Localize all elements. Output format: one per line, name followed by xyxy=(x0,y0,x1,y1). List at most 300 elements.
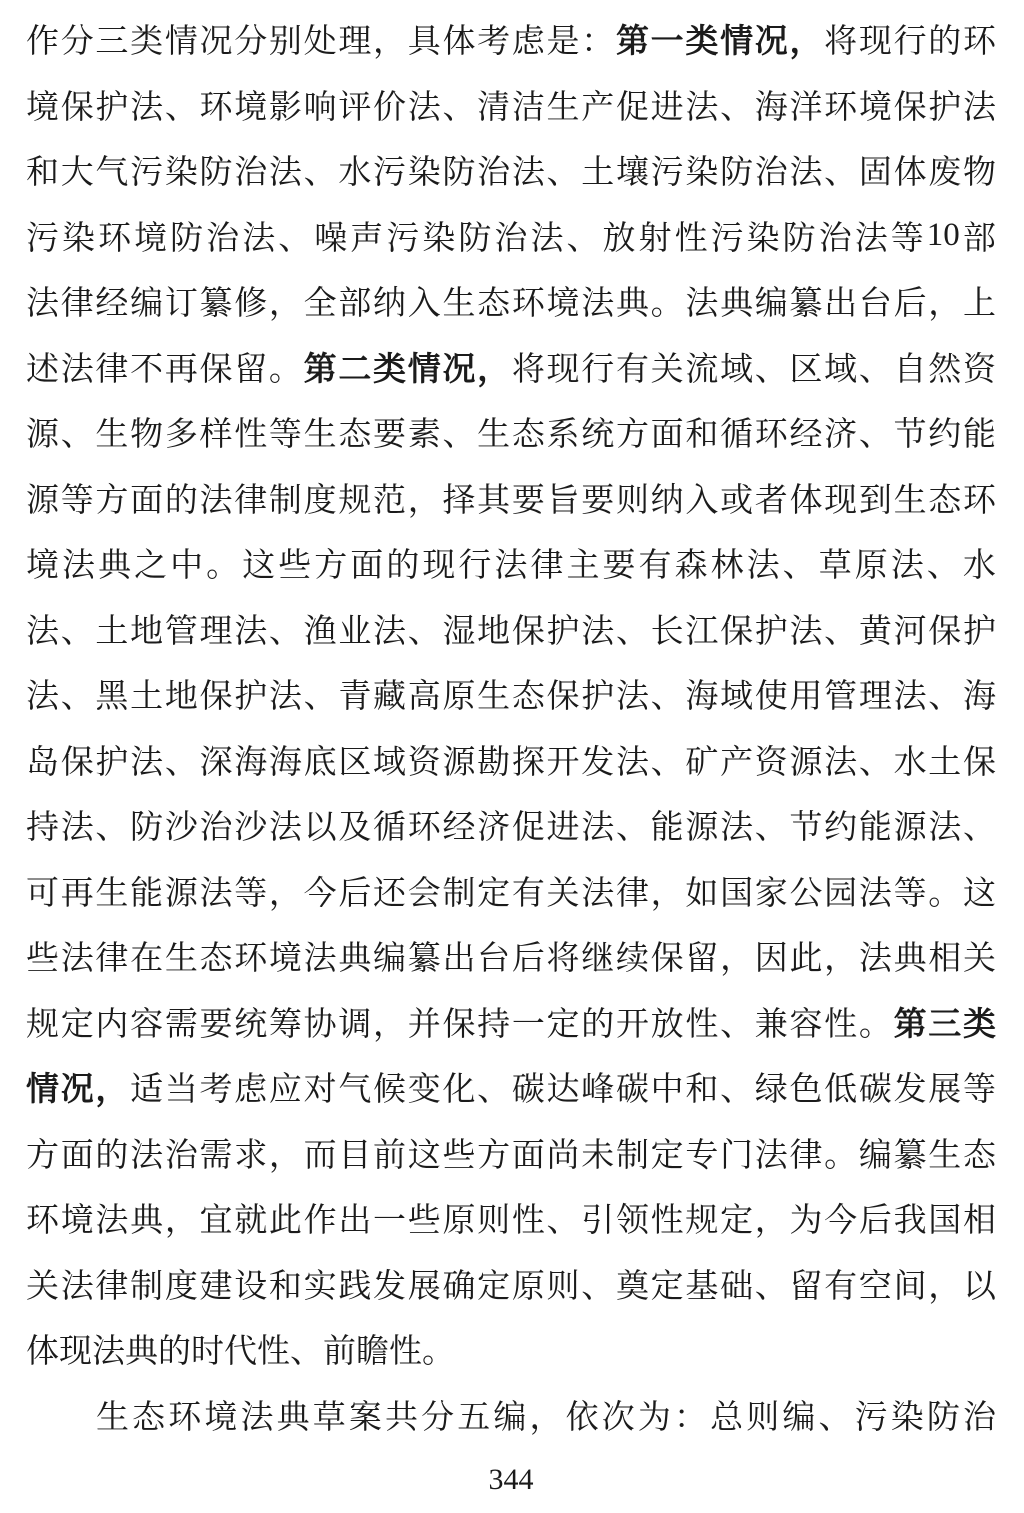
text-line xyxy=(26,137,996,203)
char: 法 xyxy=(854,220,888,257)
char: ， xyxy=(268,875,302,912)
char: 需 xyxy=(164,1006,198,1043)
char: 这 xyxy=(407,1137,441,1174)
char: 自 xyxy=(893,351,927,388)
char: 规 xyxy=(685,1203,719,1240)
char: 经 xyxy=(789,417,823,454)
char: 气 xyxy=(95,155,129,192)
char: 区 xyxy=(338,744,372,781)
char: 面 xyxy=(650,417,684,454)
char: 性 xyxy=(824,1006,858,1043)
char: 台 xyxy=(858,286,892,323)
char: 约 xyxy=(824,810,858,847)
char: 有 xyxy=(824,1268,858,1305)
char: 调 xyxy=(338,1006,372,1043)
char: 实 xyxy=(303,1268,337,1305)
char: 法 xyxy=(928,810,962,847)
char: 法 xyxy=(746,548,780,585)
char: 处 xyxy=(303,24,337,61)
char: 经 xyxy=(95,286,129,323)
char: 约 xyxy=(928,417,962,454)
char: 理 xyxy=(858,679,892,716)
text-line xyxy=(26,399,996,465)
char: 要 xyxy=(511,482,545,519)
char: 。 xyxy=(650,286,684,323)
char: 环 xyxy=(199,89,233,126)
char: 生 xyxy=(95,875,129,912)
char: 染 xyxy=(62,220,96,257)
char: 今 xyxy=(303,875,337,912)
char: ， xyxy=(373,1006,407,1043)
bold-char: 情 xyxy=(407,349,441,387)
char: 源 xyxy=(164,875,198,912)
char: 发 xyxy=(581,744,615,781)
char: 典 xyxy=(130,1203,164,1240)
char: 护 xyxy=(95,744,129,781)
char: 法 xyxy=(268,679,302,716)
char: 法 xyxy=(581,613,615,650)
char: 如 xyxy=(685,875,719,912)
char: 将 xyxy=(511,351,545,388)
char: 总 xyxy=(710,1399,744,1436)
char: 作 xyxy=(303,1203,337,1240)
char: 典 xyxy=(125,1334,158,1371)
char: 方 xyxy=(95,482,129,519)
char: 、 xyxy=(782,548,816,585)
char: 则 xyxy=(746,1399,780,1436)
char: 生 xyxy=(893,482,927,519)
char: 使 xyxy=(754,679,788,716)
char: 现 xyxy=(858,24,892,61)
char: 制 xyxy=(615,1137,649,1174)
char: 相 xyxy=(962,1203,996,1240)
char: 生 xyxy=(442,286,476,323)
char: 染 xyxy=(164,155,198,192)
char: 法 xyxy=(789,613,823,650)
char: 制 xyxy=(442,875,476,912)
char: 、 xyxy=(566,220,600,257)
char: 家 xyxy=(754,875,788,912)
char: 基 xyxy=(685,1268,719,1305)
char: 、 xyxy=(928,679,962,716)
char: 、 xyxy=(60,679,94,716)
bold-char: 三 xyxy=(928,1004,962,1042)
char: 后 xyxy=(511,941,545,978)
char: 、 xyxy=(926,548,960,585)
char: 、 xyxy=(650,744,684,781)
char: 公 xyxy=(789,875,823,912)
char: 代 xyxy=(224,1334,257,1371)
char: 保 xyxy=(199,351,233,388)
char: 其 xyxy=(477,482,511,519)
char: 勘 xyxy=(477,744,511,781)
char: 体 xyxy=(789,482,823,519)
char: 中 xyxy=(650,1072,684,1109)
char: 奠 xyxy=(615,1268,649,1305)
char: 响 xyxy=(303,89,337,126)
char: 有 xyxy=(511,875,545,912)
char: 择 xyxy=(442,482,476,519)
char: 法 xyxy=(240,1399,274,1436)
char: 体 xyxy=(442,24,476,61)
char: 等 xyxy=(268,417,302,454)
char: 固 xyxy=(858,155,892,192)
char: 出 xyxy=(442,941,476,978)
char: 域 xyxy=(720,679,754,716)
char: 建 xyxy=(199,1268,233,1305)
char: 、 xyxy=(407,613,441,650)
char: 低 xyxy=(824,1072,858,1109)
char: 主 xyxy=(566,548,600,585)
char: 纳 xyxy=(373,286,407,323)
char: 案 xyxy=(348,1399,382,1436)
char: 生 xyxy=(546,89,580,126)
bold-char: 情 xyxy=(26,1070,59,1108)
char: 染 xyxy=(685,155,719,192)
char: 底 xyxy=(303,744,337,781)
char: 地 xyxy=(130,613,164,650)
char: 大 xyxy=(60,155,94,192)
char: 防 xyxy=(170,220,204,257)
char: 内 xyxy=(95,1006,129,1043)
char: 律 xyxy=(530,548,564,585)
char: 前 xyxy=(373,1137,407,1174)
char: 保 xyxy=(928,613,962,650)
char: 保 xyxy=(962,744,996,781)
char: 可 xyxy=(26,875,59,912)
char: 防 xyxy=(458,220,492,257)
char: 保 xyxy=(720,613,754,650)
char: 保 xyxy=(511,613,545,650)
char: 能 xyxy=(962,417,996,454)
char: 就 xyxy=(234,1203,268,1240)
char: ， xyxy=(164,1203,198,1240)
char: 些 xyxy=(278,548,312,585)
char: 法 xyxy=(60,351,94,388)
char: 10 xyxy=(926,216,960,253)
text-line xyxy=(26,1054,996,1120)
char: 制 xyxy=(130,1268,164,1305)
char: 护 xyxy=(928,89,962,126)
char: 洋 xyxy=(789,89,823,126)
char: 、 xyxy=(962,810,996,847)
char: 些 xyxy=(442,1137,476,1174)
char: 门 xyxy=(720,1137,754,1174)
bold-char: ， xyxy=(789,22,823,60)
text-line xyxy=(26,1316,996,1382)
char: 要 xyxy=(373,417,407,454)
char: 法 xyxy=(242,220,276,257)
char: 方 xyxy=(615,417,649,454)
char: 订 xyxy=(164,286,198,323)
char: 。 xyxy=(928,875,962,912)
char: 土 xyxy=(95,613,129,650)
char: 出 xyxy=(338,1203,372,1240)
char: 分 xyxy=(60,24,94,61)
char: 原 xyxy=(442,679,476,716)
char: 性 xyxy=(685,1006,719,1043)
char: 经 xyxy=(442,810,476,847)
char: 防 xyxy=(782,220,816,257)
char: 法 xyxy=(130,89,164,126)
char: 容 xyxy=(789,1006,823,1043)
char: 国 xyxy=(928,1203,962,1240)
char: ： xyxy=(581,24,615,61)
char: 样 xyxy=(199,417,233,454)
bold-char: 情 xyxy=(720,22,754,60)
char: 关 xyxy=(546,875,580,912)
char: 态 xyxy=(477,286,511,323)
char: 三 xyxy=(95,24,129,61)
char: 治 xyxy=(963,1399,996,1436)
char: 法 xyxy=(199,875,233,912)
text-line xyxy=(26,530,996,596)
text-line xyxy=(26,1185,996,1251)
char: 典 xyxy=(276,1399,310,1436)
char: ， xyxy=(268,1137,302,1174)
char: 、 xyxy=(442,89,476,126)
char: 将 xyxy=(546,941,580,978)
char: 关 xyxy=(650,351,684,388)
char: 射 xyxy=(638,220,672,257)
char: 入 xyxy=(685,482,719,519)
char: 未 xyxy=(581,1137,615,1174)
char: 空 xyxy=(858,1268,892,1305)
char: 进 xyxy=(546,810,580,847)
char: 法 xyxy=(890,548,924,585)
char: 境 xyxy=(60,1203,94,1240)
char: 的 xyxy=(95,1137,129,1174)
char: 色 xyxy=(789,1072,823,1109)
char: 、 xyxy=(477,1072,511,1109)
bold-char: 第 xyxy=(893,1004,927,1042)
char: 然 xyxy=(928,351,962,388)
char: 还 xyxy=(373,875,407,912)
char: 以 xyxy=(962,1268,996,1305)
char: 生 xyxy=(96,1399,129,1436)
char: 再 xyxy=(164,351,198,388)
char: 一 xyxy=(511,1006,545,1043)
char: 性 xyxy=(389,1334,422,1371)
char: 污 xyxy=(26,220,59,257)
char: 绿 xyxy=(754,1072,788,1109)
char: 、 xyxy=(546,155,580,192)
char: 气 xyxy=(338,1072,372,1109)
char: 虑 xyxy=(234,1072,268,1109)
char: 全 xyxy=(303,286,337,323)
char: 律 xyxy=(95,351,129,388)
char: 留 xyxy=(685,941,719,978)
char: 法 xyxy=(581,875,615,912)
char: 面 xyxy=(60,1137,94,1174)
char: 治 xyxy=(818,220,852,257)
char: 域 xyxy=(373,744,407,781)
char: 环 xyxy=(168,1399,202,1436)
char: 法 xyxy=(60,810,94,847)
char: 方 xyxy=(477,1137,511,1174)
char: 法 xyxy=(60,941,94,978)
char: 况 xyxy=(199,24,233,61)
char: 噪 xyxy=(314,220,348,257)
char: 源 xyxy=(26,417,59,454)
char: 境 xyxy=(234,89,268,126)
char: 等 xyxy=(234,875,268,912)
char: 关 xyxy=(962,941,996,978)
text-line xyxy=(26,923,996,989)
char: 土 xyxy=(130,679,164,716)
char: 协 xyxy=(303,1006,337,1043)
char: 沙 xyxy=(164,810,198,847)
char: 治 xyxy=(206,220,240,257)
char: ， xyxy=(407,482,441,519)
char: 探 xyxy=(511,744,545,781)
text-line xyxy=(26,72,996,138)
char: 、 xyxy=(303,679,337,716)
char: 、 xyxy=(650,679,684,716)
char: 沙 xyxy=(234,810,268,847)
char: 而 xyxy=(303,1137,337,1174)
char: 会 xyxy=(407,875,441,912)
char: 高 xyxy=(407,679,441,716)
char: 定 xyxy=(650,1137,684,1174)
text-line xyxy=(26,661,996,727)
char: 展 xyxy=(928,1072,962,1109)
text-line xyxy=(26,6,996,72)
char: 和 xyxy=(685,1072,719,1109)
text-line xyxy=(26,858,996,924)
char: 循 xyxy=(373,810,407,847)
bold-char: 况 xyxy=(442,349,476,387)
char: 定 xyxy=(720,1203,754,1240)
char: 法 xyxy=(494,548,528,585)
char: 区 xyxy=(789,351,823,388)
char: 法 xyxy=(754,1137,788,1174)
char: 编 xyxy=(493,1399,527,1436)
char: 法 xyxy=(268,810,302,847)
char: 放 xyxy=(650,1006,684,1043)
char: 律 xyxy=(789,1137,823,1174)
char: 、 xyxy=(164,89,198,126)
char: 共 xyxy=(385,1399,418,1436)
char: 纂 xyxy=(407,941,441,978)
char: 面 xyxy=(350,548,384,585)
char: 染 xyxy=(407,155,441,192)
char: 理 xyxy=(338,24,372,61)
char: 污 xyxy=(130,155,164,192)
char: 地 xyxy=(477,613,511,650)
char: 法 xyxy=(60,1268,94,1305)
char: 用 xyxy=(789,679,823,716)
char: 染 xyxy=(422,220,456,257)
char: ， xyxy=(529,1399,563,1436)
char: 律 xyxy=(95,941,129,978)
char: 国 xyxy=(720,875,754,912)
char: 草 xyxy=(312,1399,346,1436)
text-line xyxy=(26,596,996,662)
char: 污 xyxy=(386,220,420,257)
char: 编 xyxy=(782,1399,816,1436)
char: 保 xyxy=(60,744,94,781)
char: 时 xyxy=(191,1334,224,1371)
char: 法 xyxy=(615,744,649,781)
char: 态 xyxy=(132,1399,166,1436)
char: 以 xyxy=(303,810,337,847)
char: 践 xyxy=(338,1268,372,1305)
char: 、 xyxy=(818,1399,852,1436)
char: ， xyxy=(268,286,302,323)
char: 湿 xyxy=(442,613,476,650)
char: 法 xyxy=(26,679,59,716)
char: 在 xyxy=(130,941,164,978)
char: 、 xyxy=(858,417,892,454)
char: 环 xyxy=(962,24,996,61)
char: 编 xyxy=(858,1137,892,1174)
char: 矿 xyxy=(685,744,719,781)
char: 济 xyxy=(824,417,858,454)
text-line xyxy=(26,203,996,269)
char: ， xyxy=(928,286,962,323)
char: 护 xyxy=(754,613,788,650)
char: 性 xyxy=(674,220,708,257)
char: 典 xyxy=(720,286,754,323)
char: 现 xyxy=(59,1334,92,1371)
char: 促 xyxy=(511,810,545,847)
char: 。 xyxy=(824,1137,858,1174)
char: 面 xyxy=(130,482,164,519)
char: 深 xyxy=(199,744,233,781)
char: 方 xyxy=(314,548,348,585)
char: 法 xyxy=(720,810,754,847)
char: 生 xyxy=(95,417,129,454)
char: ： xyxy=(674,1399,707,1436)
char: 则 xyxy=(546,1268,580,1305)
char: 情 xyxy=(164,24,198,61)
char: 黑 xyxy=(95,679,129,716)
char: 防 xyxy=(442,155,476,192)
char: 专 xyxy=(685,1137,719,1174)
char: 需 xyxy=(199,1137,233,1174)
char: 源 xyxy=(442,744,476,781)
char: 洁 xyxy=(511,89,545,126)
char: 保 xyxy=(442,1006,476,1043)
char: 有 xyxy=(638,548,672,585)
char: 继 xyxy=(581,941,615,978)
char: 染 xyxy=(890,1399,924,1436)
char: 统 xyxy=(234,1006,268,1043)
char: 宜 xyxy=(199,1203,233,1240)
char: 海 xyxy=(962,679,996,716)
char: 考 xyxy=(477,24,511,61)
char: 有 xyxy=(615,351,649,388)
char: 这 xyxy=(242,548,276,585)
char: 、 xyxy=(268,613,302,650)
char: 源 xyxy=(685,810,719,847)
char: 不 xyxy=(130,351,164,388)
char: 态 xyxy=(511,679,545,716)
char: 能 xyxy=(650,810,684,847)
char: 容 xyxy=(130,1006,164,1043)
char: ， xyxy=(373,24,407,61)
char: 发 xyxy=(893,1072,927,1109)
char: 度 xyxy=(164,1268,198,1305)
char: 尚 xyxy=(546,1137,580,1174)
char: 五 xyxy=(457,1399,491,1436)
char: 声 xyxy=(350,220,384,257)
char: 法 xyxy=(789,155,823,192)
bold-char: ， xyxy=(477,349,511,387)
char: 物 xyxy=(130,417,164,454)
char: 为 xyxy=(637,1399,671,1436)
